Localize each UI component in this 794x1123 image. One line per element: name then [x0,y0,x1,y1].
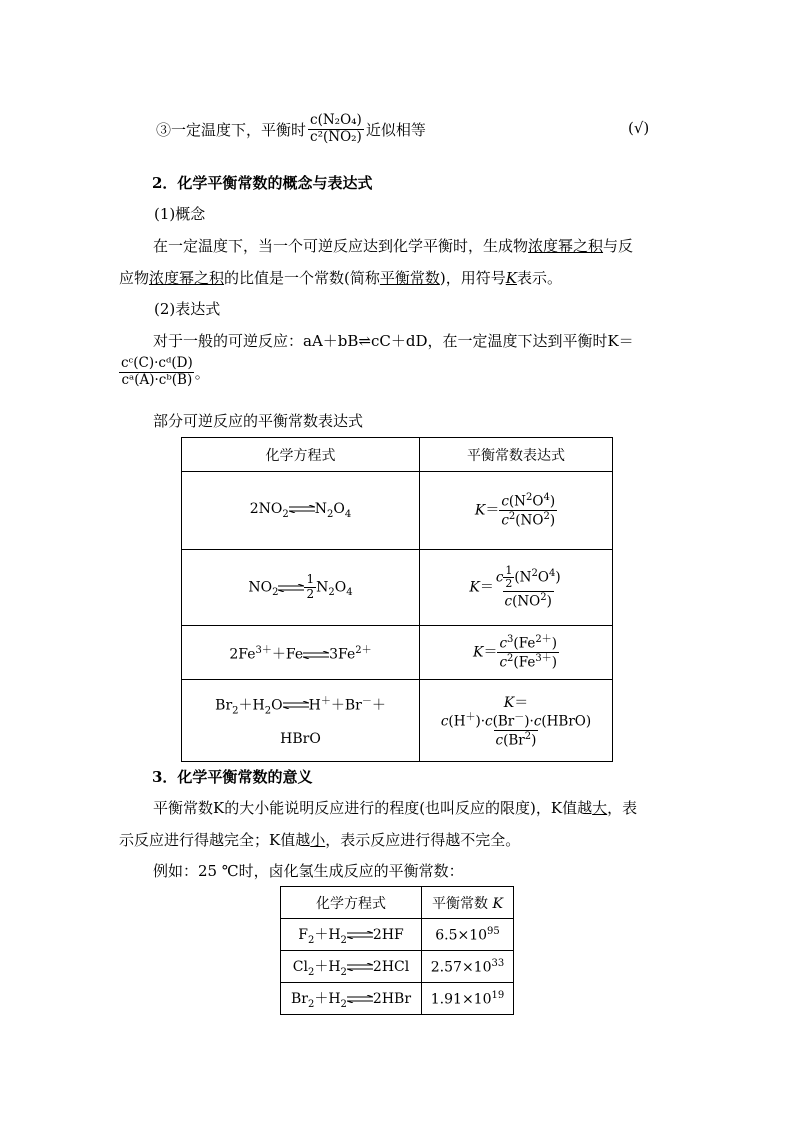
table1-header-equation: 化学方程式 [182,438,420,472]
equilibrium-arrow-icon [278,584,304,592]
underlined-term: 浓度幂之积 [149,269,225,287]
sec2-para2: 对于一般的可逆反应：aA＋bB⇌cC＋dD，在一定温度下达到平衡时K＝ [153,332,634,350]
general-k-fraction [119,356,195,388]
table-cell-expression: K＝ $\frac{c(N^2O^4)}{c^2(NO^2)}$ [420,472,613,550]
equilibrium-expression-table [181,437,613,762]
table-cell-equation: $NO_2$ $\frac{1}{2}$ $N_2O_4$ [182,550,420,626]
table-cell-k: $1.91\times 10^{19}$ [422,983,514,1015]
equilibrium-arrow-icon [283,701,309,709]
equilibrium-arrow-icon [289,505,315,513]
item3-den: c²(NO₂) [310,128,362,145]
table-cell-equation: $2NO_2$ $N_2O_4$ [182,472,420,550]
table-row [182,626,613,680]
equilibrium-arrow-icon [347,995,373,1003]
sec2-para1-line1 [153,235,633,256]
table-cell-expression: K＝ $\frac{c^3(Fe^{2+})}{c^2(Fe^{3+})}$ [420,626,613,680]
table-row [281,919,514,951]
table-row [182,472,613,550]
item3-line [156,104,426,154]
table-row [281,951,514,983]
sec3-para1-line2 [119,829,520,850]
table-cell-equation: $Br_2+H_2$ 2HBr [281,983,422,1015]
fraction-denominator: cᵃ(A)·cᵇ(B) [121,371,193,388]
text: ，表示反应进行得越不完全。 [325,831,521,849]
underlined-term: 浓度幂之积 [528,237,604,255]
equilibrium-arrow-icon [303,651,329,659]
item3-suffix: 近似相等 [365,120,426,139]
period: 。 [194,363,210,382]
sec2-sub1: (1)概念 [154,205,206,223]
text: 的比值是一个常数(简称 [224,269,380,287]
sec3-title: 3．化学平衡常数的意义 [152,768,313,786]
item3-checkmark: (√) [628,119,650,137]
sec2-para3: 部分可逆反应的平衡常数表达式 [153,412,364,430]
text: 示反应进行得越完全；K值越 [119,831,311,849]
table2-header-k: 平衡常数 K [422,887,514,919]
equilibrium-arrow-icon [347,931,373,939]
table-row [182,680,613,762]
table-row [281,983,514,1015]
table-cell-k: $6.5\times 10^{95}$ [422,919,514,951]
general-k-expression [119,356,210,388]
text: 平衡常数K的大小能说明反应进行的程度(也叫反应的限度)，K值越 [153,799,593,817]
item3-num: c(N₂O₄) [310,111,362,128]
table2-header-equation: 化学方程式 [281,887,422,919]
table-row [182,550,613,626]
fraction-numerator: cᶜ(C)·cᵈ(D) [121,355,193,371]
underlined-term: K [505,269,517,287]
item3-fraction [308,113,364,145]
text: )，用符号 [439,269,506,287]
text: 表示。 [516,269,562,287]
sec2-title: 2．化学平衡常数的概念与表达式 [152,174,373,192]
text: 与反 [603,237,634,255]
table-cell-equation: $Cl_2+H_2$ 2HCl [281,951,422,983]
sec3-para2: 例如：25 ℃时，卤化氢生成反应的平衡常数： [153,862,464,880]
table-cell-equation: $F_2+H_2$ 2HF [281,919,422,951]
underlined-term: 大 [592,799,608,817]
table1-header-expression: 平衡常数表达式 [420,438,613,472]
item3-prefix: ③一定温度下，平衡时 [156,120,307,139]
sec3-para1-line1 [153,797,637,818]
underlined-term: 平衡常数 [379,269,440,287]
table-cell-k: $2.57\times 10^{33}$ [422,951,514,983]
table-cell-expression: K＝ $\frac{c(H^+)\cdot c(Br^-)\cdot c(HBrO)}{c(Br^2)}$ [420,680,613,762]
halide-k-table [280,886,514,1015]
underlined-term: 小 [310,831,326,849]
text: ，表 [607,799,638,817]
text: 在一定温度下，当一个可逆反应达到化学平衡时，生成物 [153,237,529,255]
table-cell-expression: K＝ c $\frac{1}{2}$ $(N^2O^4)$ $c(NO^2)$ [420,550,613,626]
table-cell-equation: $Br_2+H_2O$ H＋＋Br－＋ HBrO [182,680,420,762]
sec2-para1-line2 [119,267,562,288]
text: 应物 [119,269,150,287]
equilibrium-arrow-icon [347,963,373,971]
sec2-sub2: (2)表达式 [154,300,221,318]
table-cell-equation: $2Fe^{3+}+Fe$ $3Fe^{2+}$ [182,626,420,680]
